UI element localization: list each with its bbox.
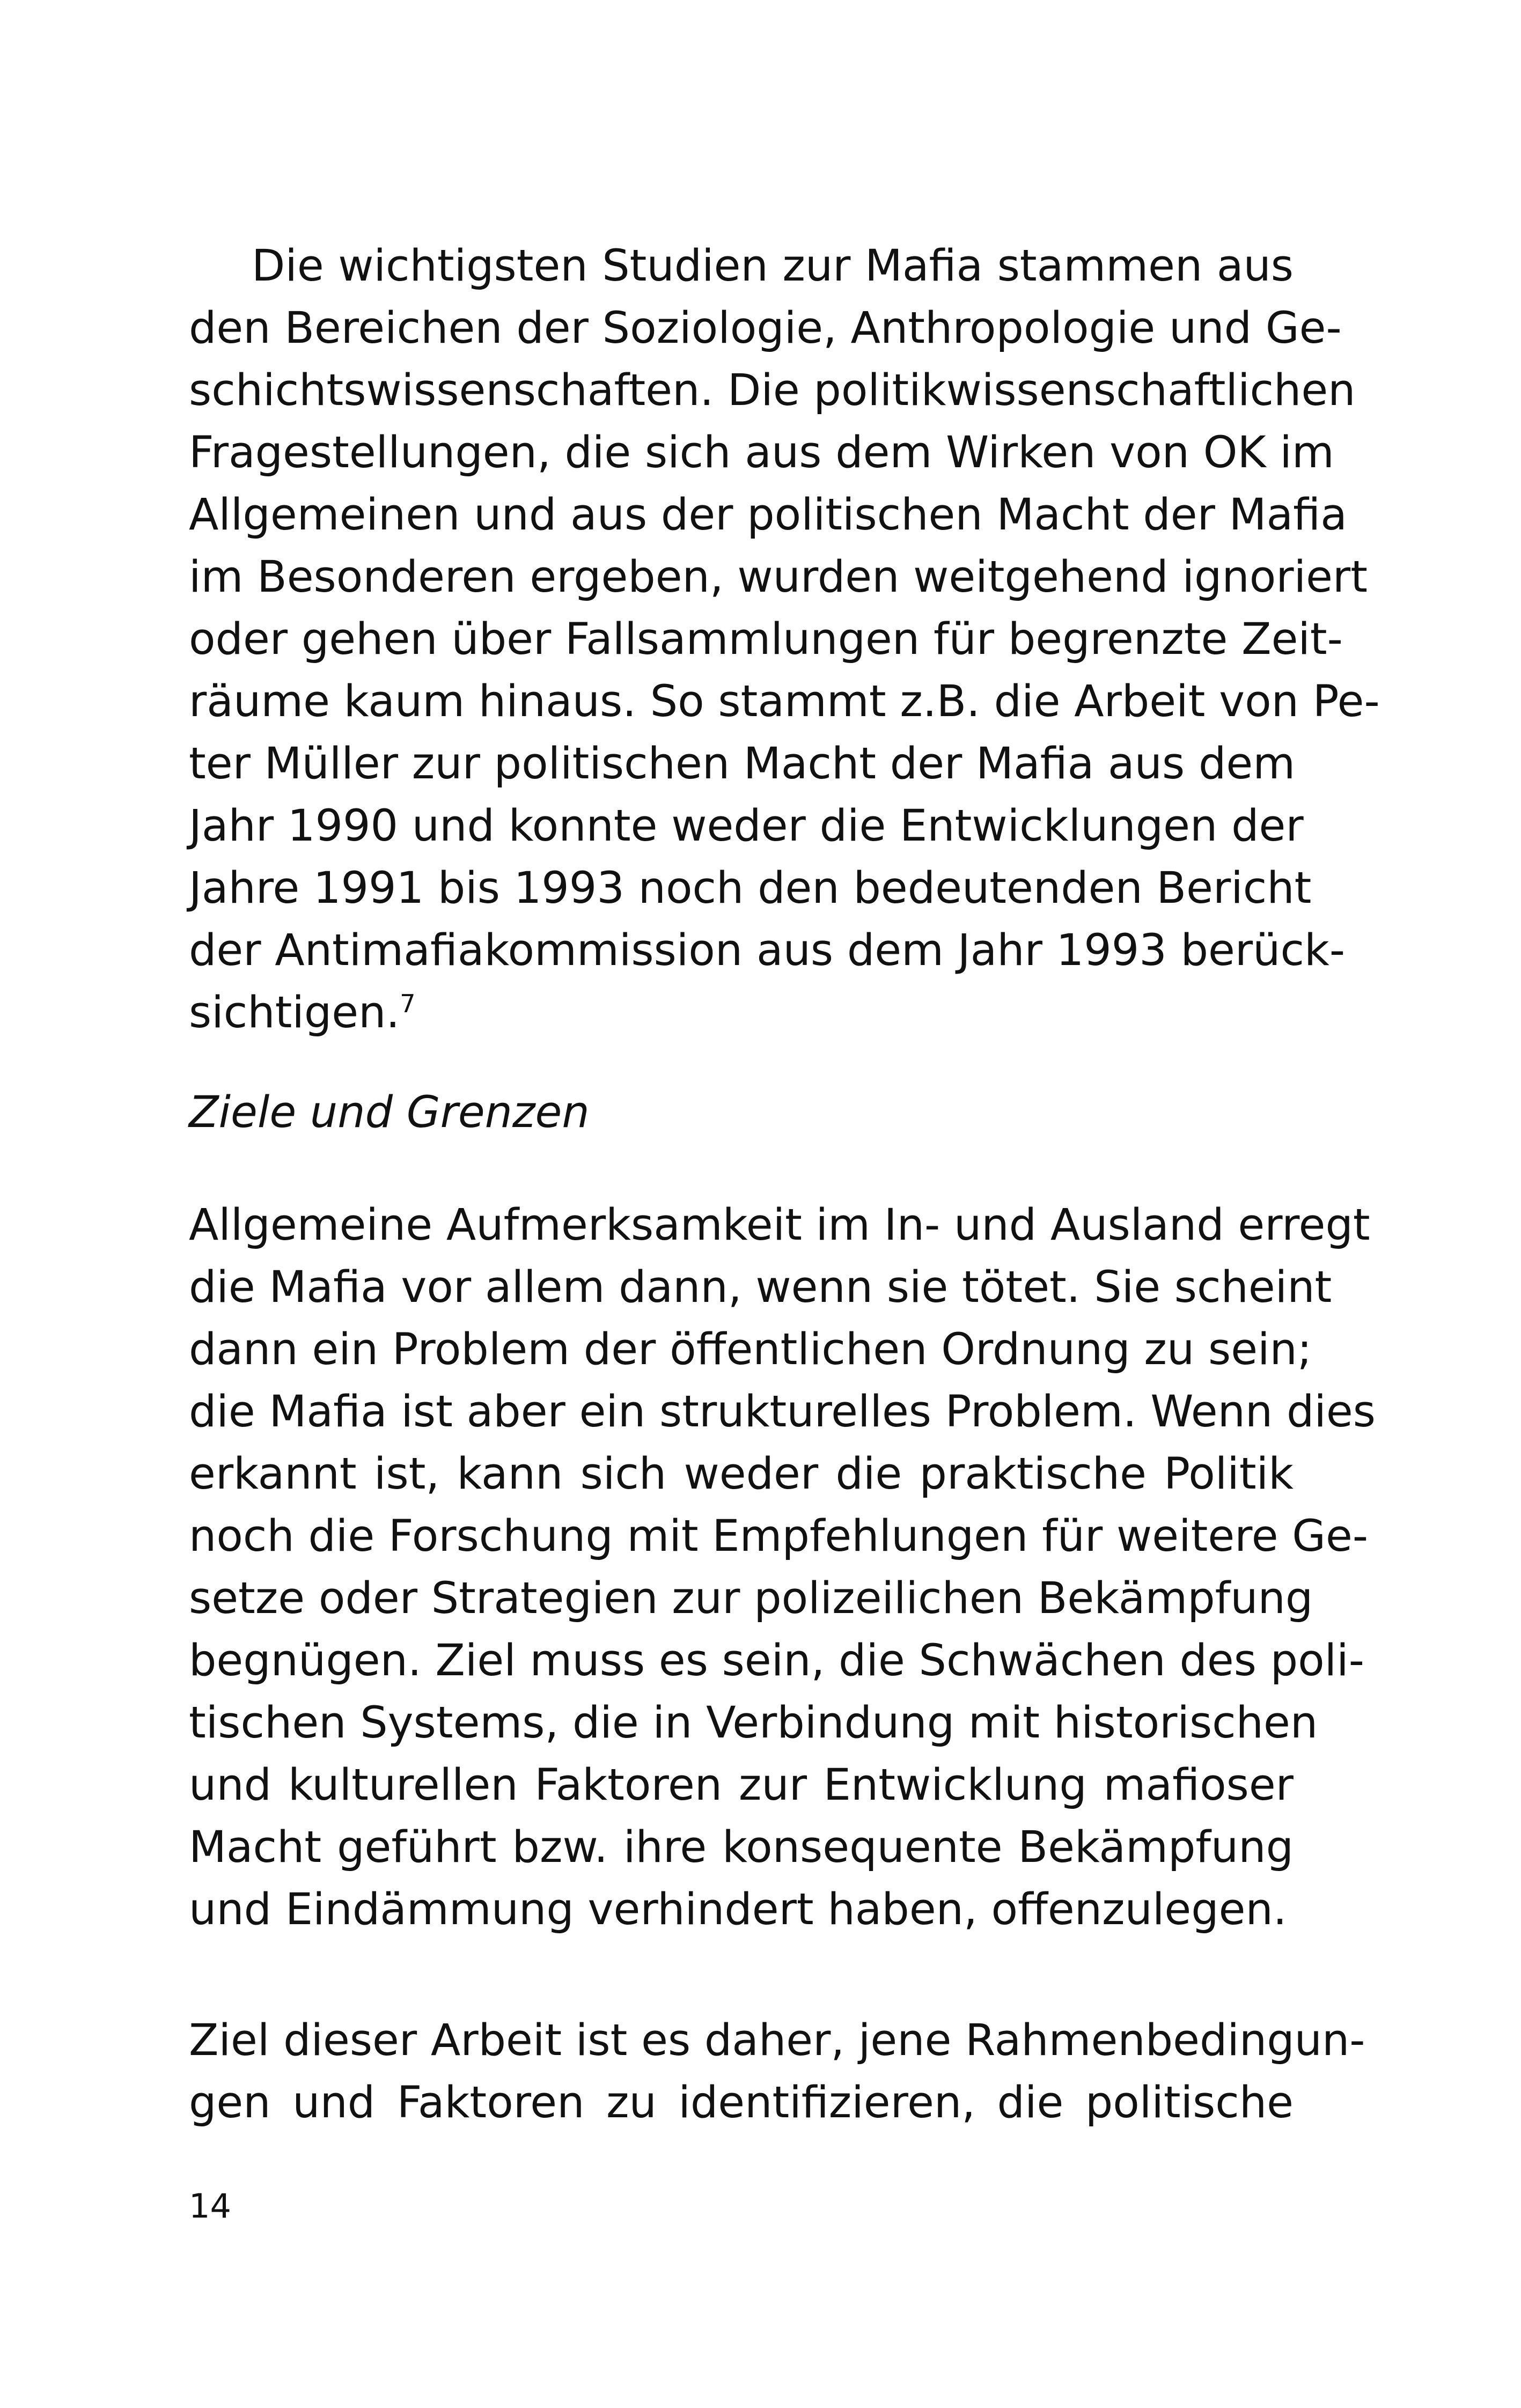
- page-number: 14: [189, 2186, 231, 2226]
- paragraph-mafia-studies: [189, 235, 1380, 1044]
- text-line: die Mafia vor allem dann, wenn sie tötet. Sie scheint: [189, 1262, 1332, 1313]
- text-line: dann ein Problem der öffentlichen Ordnung zu sein;: [189, 1324, 1312, 1375]
- text-line: Ziel dieser Arbeit ist es daher, jene Rahmenbedingun-: [189, 2015, 1365, 2066]
- text-line: gen und Faktoren zu identifizieren, die politische: [189, 2078, 1294, 2128]
- text-line: Jahre 1991 bis 1993 noch den bedeutenden Bericht: [189, 863, 1312, 914]
- text-line: tischen Systems, die in Verbindung mit historischen: [189, 1698, 1318, 1748]
- text-line: räume kaum hinaus. So stammt z.B. die Arbeit von Pe-: [189, 676, 1380, 727]
- paragraph-goal: [189, 2009, 1365, 2134]
- text-line: die Mafia ist aber ein strukturelles Problem. Wenn dies: [189, 1387, 1376, 1437]
- text-line: begnügen. Ziel muss es sein, die Schwächen des poli-: [189, 1636, 1364, 1686]
- text-line: setze oder Strategien zur polizeilichen Bekämpfung: [189, 1573, 1313, 1624]
- text-line: oder gehen über Fallsammlungen für begrenzte Zeit-: [189, 614, 1343, 665]
- text-line: ter Müller zur politischen Macht der Mafia aus dem: [189, 739, 1296, 789]
- text-line: den Bereichen der Soziologie, Anthropologie und Ge-: [189, 303, 1342, 354]
- text-line: Macht geführt bzw. ihre konsequente Bekämpfung: [189, 1822, 1294, 1873]
- paragraph-public-attention: [189, 1194, 1376, 1941]
- text-line: Jahr 1990 und konnte weder die Entwicklungen der: [189, 801, 1304, 851]
- text-line: Allgemeinen und aus der politischen Macht der Mafia: [189, 490, 1347, 540]
- text-line-last: und Eindämmung verhindert haben, offenzulegen.: [189, 1884, 1287, 1935]
- section-heading: Ziele und Grenzen: [189, 1087, 590, 1138]
- text-line: und kulturellen Faktoren zur Entwicklung mafioser: [189, 1760, 1294, 1810]
- text-line: schichtswissenschaften. Die politikwissenschaftlichen: [189, 365, 1356, 416]
- text-line-content: sichtigen.: [189, 988, 400, 1038]
- text-line: noch die Forschung mit Empfehlungen für weitere Ge-: [189, 1511, 1369, 1562]
- text-line-last: [189, 982, 1294, 1044]
- text-line: erkannt ist, kann sich weder die praktische Politik: [189, 1449, 1294, 1499]
- text-line: Allgemeine Aufmerksamkeit im In- und Ausland erregt: [189, 1200, 1370, 1250]
- footnote-reference: 7: [400, 989, 416, 1018]
- text-line: Fragestellungen, die sich aus dem Wirken von OK im: [189, 428, 1334, 478]
- text-line: im Besonderen ergeben, wurden weitgehend ignoriert: [189, 552, 1368, 602]
- text-line: Die wichtigsten Studien zur Mafia stammen aus: [252, 241, 1294, 291]
- text-line: der Antimafiakommission aus dem Jahr 1993 berück-: [189, 925, 1346, 976]
